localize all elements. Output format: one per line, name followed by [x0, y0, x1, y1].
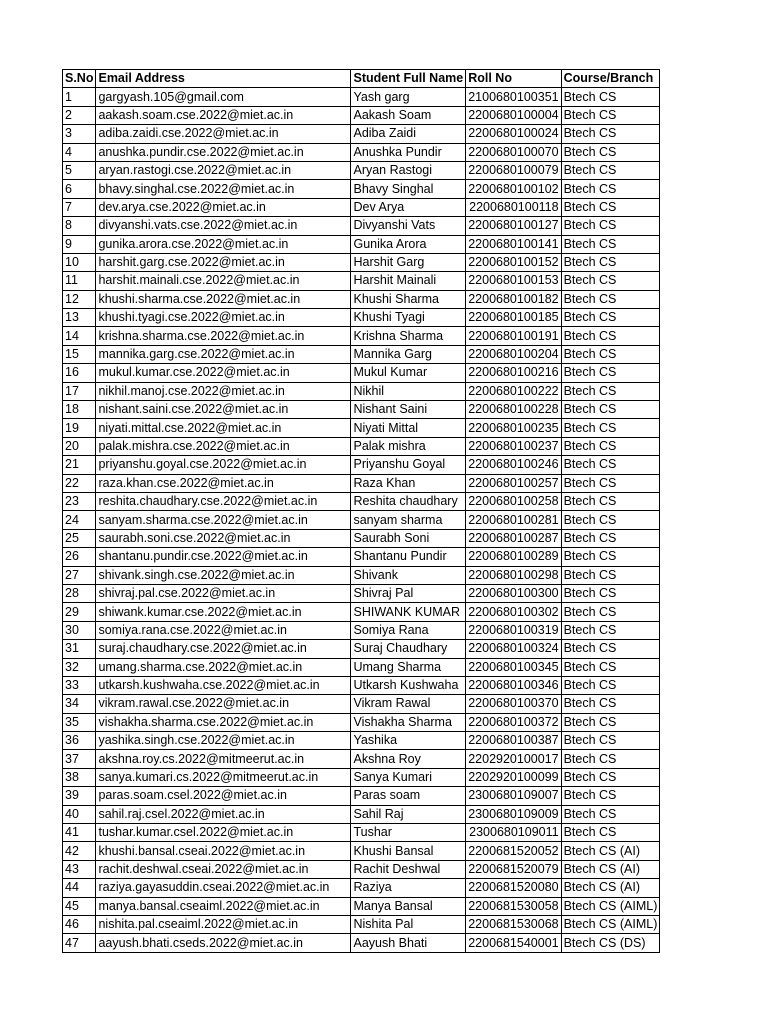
cell-email: utkarsh.kushwaha.cse.2022@miet.ac.in — [96, 676, 351, 694]
cell-sno: 37 — [63, 750, 96, 768]
cell-email: gargyash.105@gmail.com — [96, 88, 351, 106]
cell-roll-no: 2200680100287 — [466, 529, 561, 547]
cell-course-branch: Btech CS — [561, 419, 660, 437]
cell-email: akshna.roy.cs.2022@mitmeerut.ac.in — [96, 750, 351, 768]
header-course-branch: Course/Branch — [561, 70, 660, 88]
cell-email: harshit.mainali.cse.2022@miet.ac.in — [96, 272, 351, 290]
cell-email: anushka.pundir.cse.2022@miet.ac.in — [96, 143, 351, 161]
cell-course-branch: Btech CS (AI) — [561, 860, 660, 878]
cell-student-name: Shivraj Pal — [351, 584, 466, 602]
cell-course-branch: Btech CS — [561, 272, 660, 290]
cell-roll-no: 2200680100004 — [466, 106, 561, 124]
cell-sno: 18 — [63, 401, 96, 419]
cell-course-branch: Btech CS — [561, 768, 660, 786]
cell-roll-no: 2200680100324 — [466, 640, 561, 658]
table-row — [63, 768, 660, 786]
table-row — [63, 713, 660, 731]
cell-roll-no: 2200680100222 — [466, 382, 561, 400]
cell-course-branch: Btech CS — [561, 658, 660, 676]
table-row — [63, 345, 660, 363]
cell-course-branch: Btech CS — [561, 437, 660, 455]
cell-roll-no: 2200680100372 — [466, 713, 561, 731]
cell-roll-no: 2200680100216 — [466, 364, 561, 382]
cell-sno: 22 — [63, 474, 96, 492]
cell-roll-no: 2202920100099 — [466, 768, 561, 786]
table-row — [63, 401, 660, 419]
cell-roll-no: 2200680100319 — [466, 621, 561, 639]
cell-roll-no: 2200681520080 — [466, 879, 561, 897]
cell-sno: 11 — [63, 272, 96, 290]
header-email-address: Email Address — [96, 70, 351, 88]
cell-student-name: Shantanu Pundir — [351, 548, 466, 566]
cell-course-branch: Btech CS — [561, 732, 660, 750]
table-row — [63, 529, 660, 547]
cell-email: gunika.arora.cse.2022@miet.ac.in — [96, 235, 351, 253]
cell-roll-no: 2200680100257 — [466, 474, 561, 492]
cell-sno: 33 — [63, 676, 96, 694]
cell-student-name: Harshit Garg — [351, 253, 466, 271]
table-row — [63, 897, 660, 915]
cell-email: mannika.garg.cse.2022@miet.ac.in — [96, 345, 351, 363]
cell-roll-no: 2200680100289 — [466, 548, 561, 566]
table-row — [63, 676, 660, 694]
cell-student-name: Yashika — [351, 732, 466, 750]
cell-roll-no: 2200680100237 — [466, 437, 561, 455]
cell-course-branch: Btech CS — [561, 125, 660, 143]
cell-sno: 10 — [63, 253, 96, 271]
table-row — [63, 474, 660, 492]
cell-roll-no: 2200680100228 — [466, 401, 561, 419]
table-row — [63, 860, 660, 878]
cell-sno: 4 — [63, 143, 96, 161]
table-row — [63, 143, 660, 161]
cell-course-branch: Btech CS — [561, 695, 660, 713]
cell-student-name: Bhavy Singhal — [351, 180, 466, 198]
table-row — [63, 750, 660, 768]
cell-roll-no: 2200680100387 — [466, 732, 561, 750]
cell-email: aakash.soam.cse.2022@miet.ac.in — [96, 106, 351, 124]
cell-course-branch: Btech CS — [561, 805, 660, 823]
cell-roll-no: 2200680100141 — [466, 235, 561, 253]
cell-course-branch: Btech CS — [561, 456, 660, 474]
cell-sno: 31 — [63, 640, 96, 658]
cell-course-branch: Btech CS (DS) — [561, 934, 660, 952]
cell-sno: 27 — [63, 566, 96, 584]
cell-roll-no: 2202920100017 — [466, 750, 561, 768]
cell-sno: 6 — [63, 180, 96, 198]
cell-sno: 28 — [63, 584, 96, 602]
table-row — [63, 805, 660, 823]
table-row — [63, 603, 660, 621]
cell-course-branch: Btech CS — [561, 364, 660, 382]
cell-student-name: Somiya Rana — [351, 621, 466, 639]
cell-student-name: Palak mishra — [351, 437, 466, 455]
cell-email: shiwank.kumar.cse.2022@miet.ac.in — [96, 603, 351, 621]
cell-sno: 5 — [63, 161, 96, 179]
cell-roll-no: 2200680100152 — [466, 253, 561, 271]
cell-course-branch: Btech CS — [561, 345, 660, 363]
table-row — [63, 327, 660, 345]
cell-roll-no: 2200680100185 — [466, 309, 561, 327]
cell-student-name: sanyam sharma — [351, 511, 466, 529]
cell-course-branch: Btech CS — [561, 161, 660, 179]
cell-student-name: Adiba Zaidi — [351, 125, 466, 143]
cell-course-branch: Btech CS — [561, 566, 660, 584]
cell-sno: 12 — [63, 290, 96, 308]
table-row — [63, 125, 660, 143]
cell-roll-no: 2200680100302 — [466, 603, 561, 621]
cell-email: rachit.deshwal.cseai.2022@miet.ac.in — [96, 860, 351, 878]
table-row — [63, 437, 660, 455]
cell-sno: 38 — [63, 768, 96, 786]
student-roster-table — [62, 69, 660, 953]
cell-roll-no: 2200680100204 — [466, 345, 561, 363]
cell-student-name: Shivank — [351, 566, 466, 584]
cell-email: divyanshi.vats.cse.2022@miet.ac.in — [96, 217, 351, 235]
cell-email: adiba.zaidi.cse.2022@miet.ac.in — [96, 125, 351, 143]
cell-student-name: Raziya — [351, 879, 466, 897]
cell-email: aryan.rastogi.cse.2022@miet.ac.in — [96, 161, 351, 179]
table-row — [63, 198, 660, 216]
cell-course-branch: Btech CS — [561, 584, 660, 602]
table-row — [63, 658, 660, 676]
table-row — [63, 621, 660, 639]
cell-email: suraj.chaudhary.cse.2022@miet.ac.in — [96, 640, 351, 658]
cell-student-name: Vikram Rawal — [351, 695, 466, 713]
cell-student-name: Krishna Sharma — [351, 327, 466, 345]
table-row — [63, 824, 660, 842]
cell-roll-no: 2200680100182 — [466, 290, 561, 308]
table-row — [63, 934, 660, 952]
cell-sno: 21 — [63, 456, 96, 474]
cell-sno: 30 — [63, 621, 96, 639]
cell-email: sahil.raj.csel.2022@miet.ac.in — [96, 805, 351, 823]
cell-student-name: SHIWANK KUMAR — [351, 603, 466, 621]
cell-roll-no: 2200680100246 — [466, 456, 561, 474]
cell-course-branch: Btech CS (AI) — [561, 879, 660, 897]
cell-email: shantanu.pundir.cse.2022@miet.ac.in — [96, 548, 351, 566]
cell-student-name: Priyanshu Goyal — [351, 456, 466, 474]
cell-course-branch: Btech CS — [561, 529, 660, 547]
cell-course-branch: Btech CS — [561, 401, 660, 419]
cell-email: shivank.singh.cse.2022@miet.ac.in — [96, 566, 351, 584]
cell-sno: 17 — [63, 382, 96, 400]
cell-email: sanyam.sharma.cse.2022@miet.ac.in — [96, 511, 351, 529]
cell-roll-no: 2300680109011 — [466, 824, 561, 842]
cell-roll-no: 2200680100370 — [466, 695, 561, 713]
cell-roll-no: 2200680100300 — [466, 584, 561, 602]
cell-roll-no: 2200680100298 — [466, 566, 561, 584]
cell-sno: 25 — [63, 529, 96, 547]
cell-course-branch: Btech CS — [561, 750, 660, 768]
table-row — [63, 364, 660, 382]
cell-student-name: Sanya Kumari — [351, 768, 466, 786]
cell-course-branch: Btech CS — [561, 474, 660, 492]
cell-sno: 40 — [63, 805, 96, 823]
cell-email: raziya.gayasuddin.cseai.2022@miet.ac.in — [96, 879, 351, 897]
cell-roll-no: 2300680109009 — [466, 805, 561, 823]
cell-email: shivraj.pal.cse.2022@miet.ac.in — [96, 584, 351, 602]
cell-course-branch: Btech CS — [561, 198, 660, 216]
cell-sno: 13 — [63, 309, 96, 327]
cell-student-name: Aayush Bhati — [351, 934, 466, 952]
cell-sno: 43 — [63, 860, 96, 878]
cell-email: paras.soam.csel.2022@miet.ac.in — [96, 787, 351, 805]
cell-student-name: Tushar — [351, 824, 466, 842]
table-row — [63, 309, 660, 327]
cell-sno: 35 — [63, 713, 96, 731]
cell-course-branch: Btech CS (AIML) — [561, 897, 660, 915]
cell-sno: 2 — [63, 106, 96, 124]
cell-student-name: Paras soam — [351, 787, 466, 805]
cell-course-branch: Btech CS — [561, 235, 660, 253]
header-roll-no: Roll No — [466, 70, 561, 88]
cell-email: khushi.bansal.cseai.2022@miet.ac.in — [96, 842, 351, 860]
cell-roll-no: 2200681530058 — [466, 897, 561, 915]
cell-email: umang.sharma.cse.2022@miet.ac.in — [96, 658, 351, 676]
cell-email: tushar.kumar.csel.2022@miet.ac.in — [96, 824, 351, 842]
cell-student-name: Aryan Rastogi — [351, 161, 466, 179]
cell-course-branch: Btech CS — [561, 217, 660, 235]
cell-roll-no: 2200680100281 — [466, 511, 561, 529]
cell-sno: 3 — [63, 125, 96, 143]
table-row — [63, 548, 660, 566]
cell-student-name: Manya Bansal — [351, 897, 466, 915]
cell-roll-no: 2200680100235 — [466, 419, 561, 437]
cell-student-name: Divyanshi Vats — [351, 217, 466, 235]
cell-course-branch: Btech CS — [561, 603, 660, 621]
cell-sno: 32 — [63, 658, 96, 676]
cell-roll-no: 2200680100258 — [466, 492, 561, 510]
cell-email: reshita.chaudhary.cse.2022@miet.ac.in — [96, 492, 351, 510]
cell-student-name: Rachit Deshwal — [351, 860, 466, 878]
cell-student-name: Raza Khan — [351, 474, 466, 492]
table-row — [63, 382, 660, 400]
cell-course-branch: Btech CS — [561, 382, 660, 400]
cell-course-branch: Btech CS — [561, 143, 660, 161]
table-row — [63, 879, 660, 897]
cell-student-name: Khushi Bansal — [351, 842, 466, 860]
table-row — [63, 161, 660, 179]
cell-email: saurabh.soni.cse.2022@miet.ac.in — [96, 529, 351, 547]
table-row — [63, 511, 660, 529]
cell-email: vishakha.sharma.cse.2022@miet.ac.in — [96, 713, 351, 731]
table-header — [63, 70, 660, 88]
table-row — [63, 915, 660, 933]
cell-course-branch: Btech CS — [561, 548, 660, 566]
cell-roll-no: 2200680100346 — [466, 676, 561, 694]
cell-roll-no: 2200680100070 — [466, 143, 561, 161]
cell-course-branch: Btech CS — [561, 492, 660, 510]
cell-student-name: Dev Arya — [351, 198, 466, 216]
cell-course-branch: Btech CS — [561, 180, 660, 198]
cell-email: nishant.saini.cse.2022@miet.ac.in — [96, 401, 351, 419]
spreadsheet-page — [62, 69, 660, 953]
cell-course-branch: Btech CS — [561, 309, 660, 327]
cell-sno: 44 — [63, 879, 96, 897]
cell-sno: 14 — [63, 327, 96, 345]
cell-email: nishita.pal.cseaiml.2022@miet.ac.in — [96, 915, 351, 933]
cell-roll-no: 2200681540001 — [466, 934, 561, 952]
table-row — [63, 88, 660, 106]
cell-email: palak.mishra.cse.2022@miet.ac.in — [96, 437, 351, 455]
cell-sno: 26 — [63, 548, 96, 566]
cell-student-name: Sahil Raj — [351, 805, 466, 823]
cell-student-name: Vishakha Sharma — [351, 713, 466, 731]
cell-course-branch: Btech CS (AI) — [561, 842, 660, 860]
cell-email: niyati.mittal.cse.2022@miet.ac.in — [96, 419, 351, 437]
cell-roll-no: 2200680100024 — [466, 125, 561, 143]
table-row — [63, 566, 660, 584]
cell-sno: 19 — [63, 419, 96, 437]
table-row — [63, 492, 660, 510]
cell-student-name: Aakash Soam — [351, 106, 466, 124]
cell-student-name: Suraj Chaudhary — [351, 640, 466, 658]
cell-student-name: Niyati Mittal — [351, 419, 466, 437]
cell-student-name: Reshita chaudhary — [351, 492, 466, 510]
cell-course-branch: Btech CS — [561, 290, 660, 308]
table-row — [63, 456, 660, 474]
cell-student-name: Nishita Pal — [351, 915, 466, 933]
cell-sno: 41 — [63, 824, 96, 842]
cell-student-name: Saurabh Soni — [351, 529, 466, 547]
cell-email: khushi.tyagi.cse.2022@miet.ac.in — [96, 309, 351, 327]
cell-student-name: Mannika Garg — [351, 345, 466, 363]
cell-roll-no: 2200680100191 — [466, 327, 561, 345]
cell-student-name: Utkarsh Kushwaha — [351, 676, 466, 694]
cell-student-name: Harshit Mainali — [351, 272, 466, 290]
cell-email: mukul.kumar.cse.2022@miet.ac.in — [96, 364, 351, 382]
header-row — [63, 70, 660, 88]
header-sno: S.No — [63, 70, 96, 88]
cell-student-name: Umang Sharma — [351, 658, 466, 676]
cell-email: somiya.rana.cse.2022@miet.ac.in — [96, 621, 351, 639]
cell-email: bhavy.singhal.cse.2022@miet.ac.in — [96, 180, 351, 198]
cell-roll-no: 2200681520052 — [466, 842, 561, 860]
table-row — [63, 253, 660, 271]
cell-sno: 42 — [63, 842, 96, 860]
cell-course-branch: Btech CS — [561, 676, 660, 694]
cell-email: priyanshu.goyal.cse.2022@miet.ac.in — [96, 456, 351, 474]
table-row — [63, 584, 660, 602]
table-row — [63, 235, 660, 253]
cell-roll-no: 2200680100118 — [466, 198, 561, 216]
table-row — [63, 272, 660, 290]
table-row — [63, 217, 660, 235]
cell-course-branch: Btech CS — [561, 640, 660, 658]
cell-course-branch: Btech CS — [561, 106, 660, 124]
cell-course-branch: Btech CS — [561, 713, 660, 731]
cell-roll-no: 2200680100127 — [466, 217, 561, 235]
cell-course-branch: Btech CS — [561, 621, 660, 639]
cell-student-name: Mukul Kumar — [351, 364, 466, 382]
cell-email: vikram.rawal.cse.2022@miet.ac.in — [96, 695, 351, 713]
cell-email: khushi.sharma.cse.2022@miet.ac.in — [96, 290, 351, 308]
table-row — [63, 180, 660, 198]
cell-course-branch: Btech CS (AIML) — [561, 915, 660, 933]
cell-sno: 15 — [63, 345, 96, 363]
cell-student-name: Nikhil — [351, 382, 466, 400]
table-row — [63, 640, 660, 658]
cell-sno: 45 — [63, 897, 96, 915]
cell-roll-no: 2300680109007 — [466, 787, 561, 805]
cell-sno: 8 — [63, 217, 96, 235]
cell-student-name: Khushi Sharma — [351, 290, 466, 308]
cell-email: nikhil.manoj.cse.2022@miet.ac.in — [96, 382, 351, 400]
cell-email: dev.arya.cse.2022@miet.ac.in — [96, 198, 351, 216]
table-row — [63, 419, 660, 437]
table-row — [63, 787, 660, 805]
cell-roll-no: 2200681530068 — [466, 915, 561, 933]
cell-email: harshit.garg.cse.2022@miet.ac.in — [96, 253, 351, 271]
cell-course-branch: Btech CS — [561, 253, 660, 271]
cell-course-branch: Btech CS — [561, 88, 660, 106]
cell-sno: 7 — [63, 198, 96, 216]
cell-email: manya.bansal.cseaiml.2022@miet.ac.in — [96, 897, 351, 915]
cell-sno: 24 — [63, 511, 96, 529]
header-student-full-name: Student Full Name — [351, 70, 466, 88]
cell-sno: 1 — [63, 88, 96, 106]
cell-sno: 36 — [63, 732, 96, 750]
cell-sno: 39 — [63, 787, 96, 805]
cell-sno: 9 — [63, 235, 96, 253]
cell-sno: 46 — [63, 915, 96, 933]
cell-student-name: Khushi Tyagi — [351, 309, 466, 327]
cell-roll-no: 2100680100351 — [466, 88, 561, 106]
cell-sno: 34 — [63, 695, 96, 713]
cell-email: raza.khan.cse.2022@miet.ac.in — [96, 474, 351, 492]
cell-email: krishna.sharma.cse.2022@miet.ac.in — [96, 327, 351, 345]
table-row — [63, 842, 660, 860]
cell-sno: 16 — [63, 364, 96, 382]
table-row — [63, 732, 660, 750]
cell-email: yashika.singh.cse.2022@miet.ac.in — [96, 732, 351, 750]
cell-email: aayush.bhati.cseds.2022@miet.ac.in — [96, 934, 351, 952]
cell-sno: 29 — [63, 603, 96, 621]
cell-sno: 20 — [63, 437, 96, 455]
cell-roll-no: 2200680100102 — [466, 180, 561, 198]
cell-student-name: Yash garg — [351, 88, 466, 106]
cell-course-branch: Btech CS — [561, 327, 660, 345]
cell-student-name: Akshna Roy — [351, 750, 466, 768]
cell-roll-no: 2200680100153 — [466, 272, 561, 290]
cell-course-branch: Btech CS — [561, 511, 660, 529]
table-row — [63, 106, 660, 124]
table-body — [63, 88, 660, 952]
cell-roll-no: 2200681520079 — [466, 860, 561, 878]
cell-course-branch: Btech CS — [561, 787, 660, 805]
cell-sno: 47 — [63, 934, 96, 952]
cell-roll-no: 2200680100345 — [466, 658, 561, 676]
cell-student-name: Anushka Pundir — [351, 143, 466, 161]
cell-student-name: Gunika Arora — [351, 235, 466, 253]
cell-email: sanya.kumari.cs.2022@mitmeerut.ac.in — [96, 768, 351, 786]
cell-roll-no: 2200680100079 — [466, 161, 561, 179]
table-row — [63, 695, 660, 713]
cell-student-name: Nishant Saini — [351, 401, 466, 419]
cell-course-branch: Btech CS — [561, 824, 660, 842]
cell-sno: 23 — [63, 492, 96, 510]
table-row — [63, 290, 660, 308]
